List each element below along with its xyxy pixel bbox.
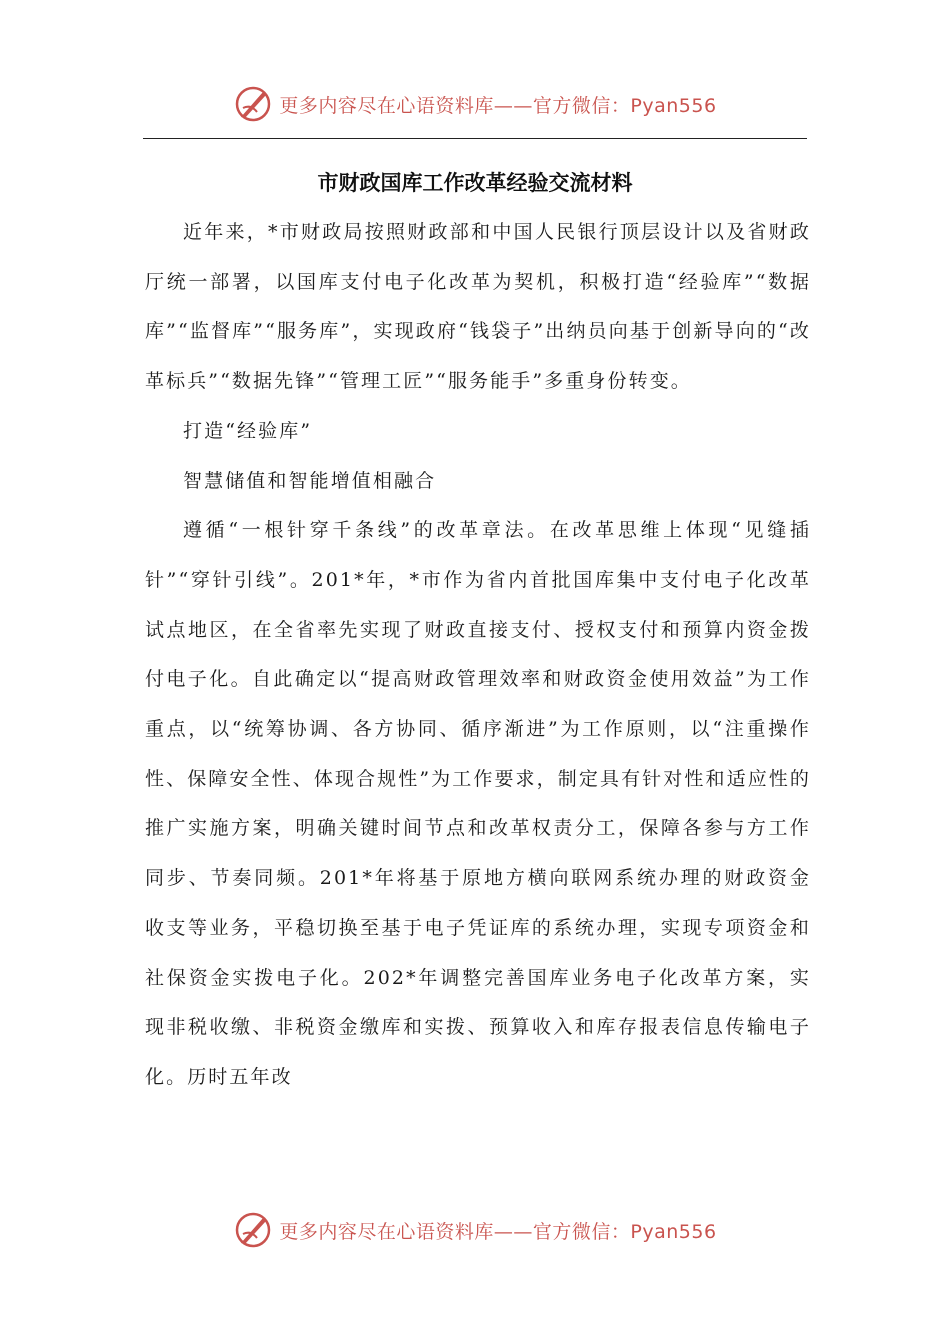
document-body [145, 208, 811, 1103]
quill-pen-logo-icon [233, 84, 273, 124]
wechat-id: Pyan556 [630, 94, 717, 117]
header-banner [0, 82, 950, 126]
banner-label: 更多内容尽在心语资料库——官方微信： [279, 1220, 631, 1243]
quill-pen-logo-icon [233, 1210, 273, 1250]
paragraph-body: 遵循“一根针穿千条线”的改革章法。在改革思维上体现“见缝插针”“穿针引线”。201*年，*市作为省内首批国库集中支付电子化改革试点地区，在全省率先实现了财政直接支付、授权支付和预算内资金拨付电子化。自此确定以“提高财政管理效率和财政资金使用效益”为工作重点，以“统筹协调、各方协同、循序渐进”为工作原则，以“注重操作性、保障安全性、体现合规性”为工作要求，制定具有针对性和适应性的推广实施方案，明确关键时间节点和改革权责分工，保障各参与方工作同步、节奏同频。201*年将基于原地方横向联网系统办理的财政资金收支等业务，平稳切换至基于电子凭证库的系统办理，实现专项资金和社保资金实拨电子化。202*年调整完善国库业务电子化改革方案，实现非税收缴、非税资金缴库和实拨、预算收入和库存报表信息传输电子化。历时五年改 [145, 519, 811, 1088]
wechat-id: Pyan556 [630, 1220, 717, 1243]
subsection-heading: 智慧储值和智能增值相融合 [183, 469, 437, 492]
banner-text [279, 1217, 716, 1244]
paragraph-intro: 近年来，*市财政局按照财政部和中国人民银行顶层设计以及省财政厅统一部署，以国库支付电子化改革为契机，积极打造“经验库”“数据库”“监督库”“服务库”，实现政府“钱袋子”出纳员向基于创新导向的“改革标兵”“数据先锋”“管理工匠”“服务能手”多重身份转变。 [145, 221, 811, 393]
banner-label: 更多内容尽在心语资料库——官方微信： [279, 94, 631, 117]
header-divider [143, 138, 807, 139]
section-heading: 打造“经验库” [183, 419, 313, 442]
document-title: 市财政国库工作改革经验交流材料 [317, 170, 633, 195]
footer-banner [0, 1208, 950, 1252]
banner-text [279, 91, 716, 118]
